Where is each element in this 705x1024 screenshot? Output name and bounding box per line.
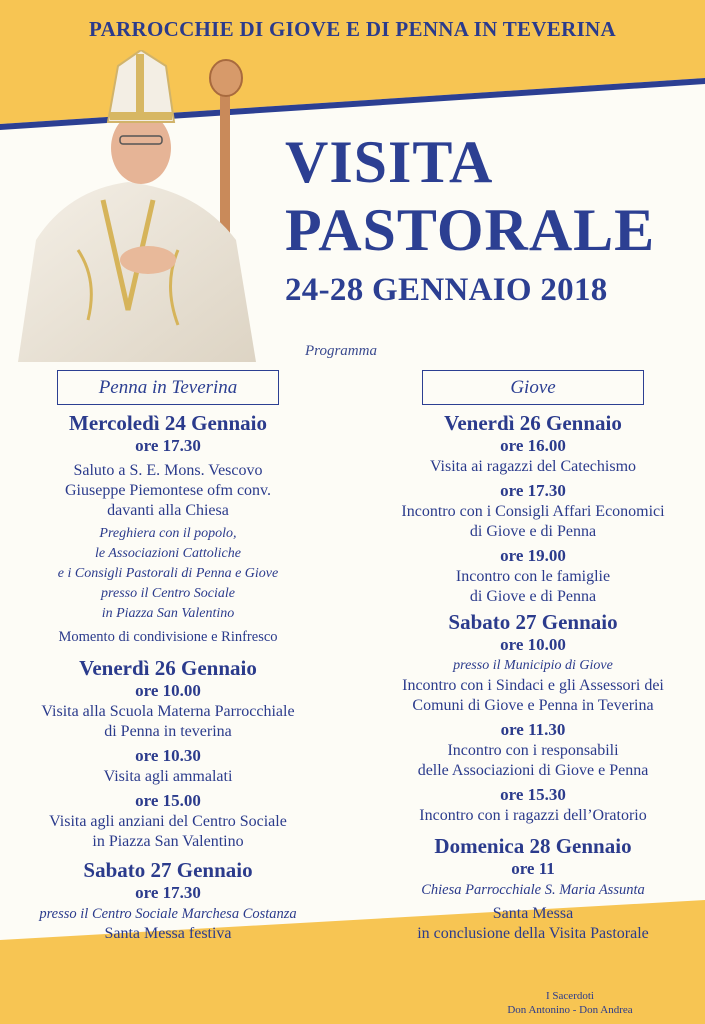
left-day-1-italic-4: presso il Centro Sociale <box>101 586 235 601</box>
penna-place-box: Penna in Teverina <box>57 370 279 405</box>
left-day-1-time: ore 17.30 <box>135 436 201 455</box>
right-day-1-text-4: Incontro con le famiglie <box>455 568 611 585</box>
right-day-1-time-1: ore 16.00 <box>500 436 566 455</box>
right-day-1: Venerdì 26 Gennaio <box>444 411 622 435</box>
giove-place-box: Giove <box>422 370 644 405</box>
right-day-2-text-5: Incontro con i ragazzi dell’Oratorio <box>419 807 647 824</box>
right-day-2-text-2: Comuni di Giove e Penna in Teverina <box>412 697 654 714</box>
left-day-2-text-3: Visita agli ammalati <box>103 768 233 785</box>
right-day-2-text-1: Incontro con i Sindaci e gli Assessori dei <box>402 677 664 694</box>
left-day-2-text-4: Visita agli anziani del Centro Sociale <box>49 813 287 830</box>
right-day-1-time-3: ore 19.00 <box>500 546 566 565</box>
left-day-1: Mercoledì 24 Gennaio <box>69 411 267 435</box>
right-day-2-italic: presso il Municipio di Giove <box>453 658 613 673</box>
right-day-2-time-3: ore 15.30 <box>500 785 566 804</box>
right-day-1-time-2: ore 17.30 <box>500 481 566 500</box>
event-dates: 24-28 GENNAIO 2018 <box>285 272 608 308</box>
left-day-2-text-1: Visita alla Scuola Materna Parrocchiale <box>41 703 295 720</box>
left-day-1-italic-1: Preghiera con il popolo, <box>99 526 237 541</box>
bishop-photo <box>8 50 270 362</box>
left-day-2-text-2: di Penna in teverina <box>104 723 232 740</box>
right-day-3-text-2: in conclusione della Visita Pastorale <box>417 925 649 942</box>
left-day-1-text-2: Giuseppe Piemontese ofm conv. <box>64 482 272 499</box>
left-day-2-time-1: ore 10.00 <box>135 681 201 700</box>
right-day-2-time-2: ore 11.30 <box>500 720 566 739</box>
right-day-2-time-1: ore 10.00 <box>500 635 566 654</box>
left-day-3: Sabato 27 Gennaio <box>83 858 253 882</box>
signature-line-1: I Sacerdoti <box>546 990 594 1002</box>
left-day-2-time-3: ore 15.00 <box>135 791 201 810</box>
left-day-1-text-1: Saluto a S. E. Mons. Vescovo <box>73 462 263 479</box>
right-day-1-text-1: Visita ai ragazzi del Catechismo <box>429 458 637 475</box>
left-day-2-text-5: in Piazza San Valentino <box>92 833 244 850</box>
right-day-2-text-3: Incontro con i responsabili <box>447 742 619 759</box>
penna-column <box>8 370 328 947</box>
right-day-2: Sabato 27 Gennaio <box>448 610 618 634</box>
left-day-1-italic-2: le Associazioni Cattoliche <box>95 546 241 561</box>
right-day-3: Domenica 28 Gennaio <box>434 834 632 858</box>
left-day-1-text-4: Momento di condivisione e Rinfresco <box>58 629 278 645</box>
right-day-3-time: ore 11 <box>511 859 555 878</box>
left-day-1-italic-5: in Piazza San Valentino <box>101 606 235 621</box>
left-day-3-text: Santa Messa festiva <box>104 925 232 942</box>
left-day-2: Venerdì 26 Gennaio <box>79 656 257 680</box>
programma-label: Programma <box>305 343 377 359</box>
parish-header: PARROCCHIE DI GIOVE E DI PENNA IN TEVERINA <box>89 17 616 41</box>
signature <box>470 989 670 1017</box>
left-day-1-text-3: davanti alla Chiesa <box>107 502 229 519</box>
right-day-2-text-4: delle Associazioni di Giove e Penna <box>417 762 649 779</box>
left-day-2-time-2: ore 10.30 <box>135 746 201 765</box>
left-day-3-time: ore 17.30 <box>135 883 201 902</box>
title-line-2: PASTORALE <box>285 197 656 263</box>
right-day-3-text-1: Santa Messa <box>492 905 574 922</box>
right-day-1-text-3: di Giove e di Penna <box>469 523 597 540</box>
right-day-1-text-5: di Giove e di Penna <box>469 588 597 605</box>
right-day-1-text-2: Incontro con i Consigli Affari Economici <box>401 503 665 520</box>
signature-line-2: Don Antonino - Don Andrea <box>507 1004 633 1016</box>
title-line-1: VISITA <box>285 129 494 195</box>
giove-column <box>366 370 700 947</box>
left-day-3-italic: presso il Centro Sociale Marchesa Costanza <box>39 906 297 922</box>
left-day-1-italic-3: e i Consigli Pastorali di Penna e Giove <box>57 566 279 581</box>
right-day-3-italic: Chiesa Parrocchiale S. Maria Assunta <box>421 882 645 898</box>
